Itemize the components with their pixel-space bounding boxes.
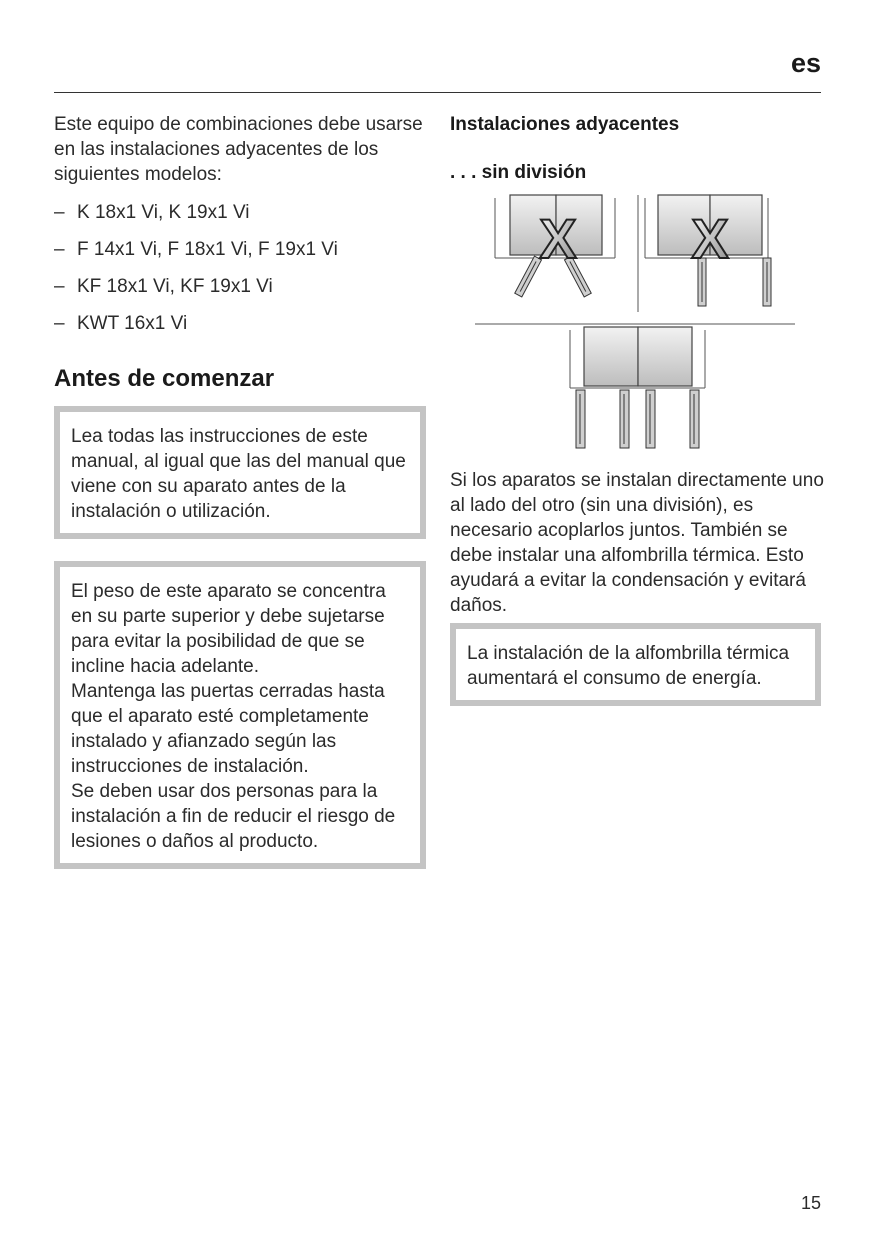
list-dash: – xyxy=(54,276,65,297)
left-column xyxy=(54,112,426,869)
right-subsection-title: . . . sin división xyxy=(450,162,587,183)
right-column xyxy=(450,112,822,185)
right-section-title: Instalaciones adyacentes xyxy=(450,114,680,135)
installation-diagram xyxy=(470,190,800,455)
list-dash: – xyxy=(54,202,65,223)
wrong-mark-icon: X xyxy=(691,207,729,270)
energy-note xyxy=(450,623,821,706)
safety-warning-line: Se deben usar dos personas para la instalación a fin de reducir el riesgo de lesiones o daños al producto. xyxy=(71,781,396,852)
intro-paragraph: Este equipo de combinaciones debe usarse en las instalaciones adyacentes de los siguientes modelos: xyxy=(54,114,423,185)
header-rule xyxy=(54,92,821,93)
model-list-item: – KF 18x1 Vi, KF 19x1 Vi xyxy=(54,276,273,297)
correct-installation xyxy=(570,327,705,448)
model-list-item: – KWT 16x1 Vi xyxy=(54,313,188,334)
safety-warning-line: Mantenga las puertas cerradas hasta que el aparato esté completamente instalado y afianzado según las instrucciones de instalación. xyxy=(71,681,385,777)
model-list xyxy=(54,200,426,336)
installation-paragraph: Si los aparatos se instalan directamente uno al lado del otro (sin una división), es necesario acoplarlos juntos. También se debe instalar una alfombrilla térmica. Esto ayudará a evitar la condensación y evitará daños. xyxy=(450,470,824,616)
list-dash: – xyxy=(54,313,65,334)
wrong-installation-left xyxy=(495,195,615,297)
section-title: Antes de comenzar xyxy=(54,365,275,392)
instructions-note-text: Lea todas las instrucciones de este manual, al igual que las del manual que viene con su aparato antes de la instalación o utilización. xyxy=(71,426,406,522)
instructions-note xyxy=(54,406,426,539)
safety-warning-note xyxy=(54,561,426,869)
safety-warning-line: El peso de este aparato se concentra en su parte superior y debe sujetarse para evitar la posibilidad de que se incline hacia adelante. xyxy=(71,581,386,677)
language-code: es xyxy=(790,48,821,78)
model-list-item: – K 18x1 Vi, K 19x1 Vi xyxy=(54,202,250,223)
wrong-installation-right xyxy=(645,195,771,306)
list-dash: – xyxy=(54,239,65,260)
wrong-mark-icon: X xyxy=(539,207,577,270)
energy-note-text: La instalación de la alfombrilla térmica aumentará el consumo de energía. xyxy=(467,643,790,689)
model-list-item: – F 14x1 Vi, F 18x1 Vi, F 19x1 Vi xyxy=(54,239,338,260)
page-number: 15 xyxy=(800,1193,821,1213)
